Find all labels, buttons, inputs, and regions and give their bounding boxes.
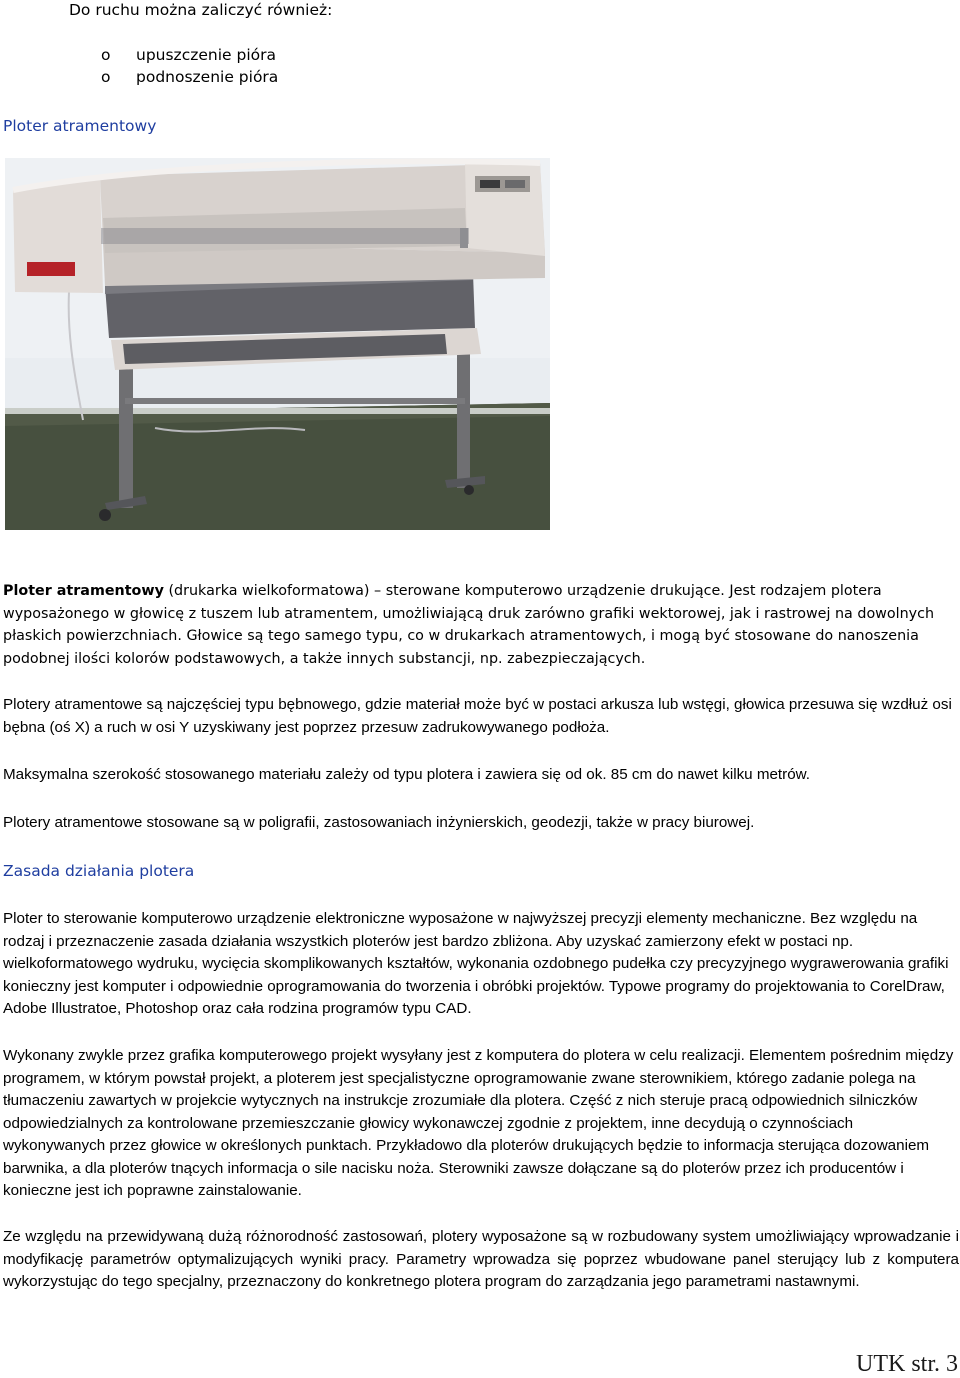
section-heading-inkjet-plotter: Ploter atramentowy [3,117,157,135]
bullet-marker: o [101,46,111,64]
term-inkjet-plotter: Ploter atramentowy [3,583,164,599]
paragraph-drum-type: Plotery atramentowe są najczęściej typu bębnowego, gdzie materiał może być w postaci arkusza lub wstęgi, głowica przesuwa się wzdłuż osi bębna (oś X) a ruch w osi Y uzyskiwany jest poprzez przesuw zadrukowywanego podłoża. [3,696,952,736]
list-item-text: upuszczenie pióra [136,46,276,64]
page-footer: UTK str. 3 [856,1351,958,1377]
paragraph-operating-principle: Ploter to sterowanie komputerowo urządzenie elektroniczne wyposażone w najwyższej precyzji elementy mechaniczne. Bez względu na rodzaj i przeznaczenie zasada działania wszystkich ploterów jest bardzo zbliżona. Aby uzyskać zamierzony efekt w postaci np. wielkoformatowego wydruku, wycięcia skomplikowanych kształtów, wykonania ozdobnego pudełka czy precyzyjnego wygrawerowania grafiki konieczny jest komputer i odpowiednie oprogramowania do tworzenia i obróbki projektów. Typowe programy do projektowania to CorelDraw, Adobe Illustratoe, Photoshop oraz cała rodzina programów typu CAD. [3,910,949,1017]
paragraph-inkjet-plotter-definition [3,580,959,670]
inkjet-plotter-photo [5,158,550,530]
paragraph-applications: Plotery atramentowe stosowane są w poligrafii, zastosowaniach inżynierskich, geodezji, także w pracy biurowej. [3,814,755,831]
bullet-list [0,45,278,88]
paragraph-material-width: Maksymalna szerokość stosowanego materiału zależy od typu plotera i zawiera się od ok. 85 cm do nawet kilku metrów. [3,766,810,783]
intro-text: Do ruchu można zaliczyć również: [69,1,333,19]
paragraph-parameters: Ze względu na przewidywaną dużą różnorodność zastosowań, plotery wyposażone są w rozbudowany system umożliwiający wprowadzanie i modyfikację parametrów optymalizujących wyniki pracy. Parametry wprowadza się poprzez wbudowane panel sterujący lub z komputera wykorzystując do tego specjalny, przeznaczony do konkretnego plotera program do zarządzania jego parametrami nastawnymi. [3,1228,959,1290]
bullet-marker: o [101,67,111,86]
paragraph-text: (drukarka wielkoformatowa) – sterowane komputerowo urządzenie drukujące. Jest rodzajem plotera wyposażonego w głowicę z tuszem lub atramentem, umożliwiającą druk zarówno grafiki wektorowej, jak i rastrowej na dowolnych płaskich powierzchniach. Głowice są tego samego typu, co w drukarkach atramentowych, i mogą być stosowane do nanoszenia podobnej ilości kolorów podstawowych, a także innych substancji, np. zabezpieczających. [3,583,935,667]
list-item [0,45,278,67]
list-item-text: podnoszenie pióra [136,67,279,86]
list-item [0,67,278,89]
section-heading-operating-principle: Zasada działania plotera [3,862,195,880]
paragraph-driver: Wykonany zwykle przez grafika komputerowego projekt wysyłany jest z komputera do plotera w celu realizacji. Elementem pośrednim między programem, w którym powstał projekt, a ploterem jest specjalistyczne oprogramowanie zwane sterownikiem, którego zadanie polega na tłumaczeniu zawartych w projekcie wytycznych na instrukcje zrozumiałe dla plotera. Część z nich steruje pracą odpowiednich silniczków odpowiedzialnych za kontrolowane przemieszczanie głowicy wykonawczej zgodnie z projektem, inne decydują o czynnościach wykonywanych przez głowice w określonych punktach. Przykładowo dla ploterów drukujących będzie to informacja sterująca dozowaniem barwnika, a dla ploterów tnących informacja o sile nacisku noża. Sterowniki zawsze dołączane są do ploterów przez ich producentów i konieczne jest ich poprawne zainstalowanie. [3,1047,954,1199]
